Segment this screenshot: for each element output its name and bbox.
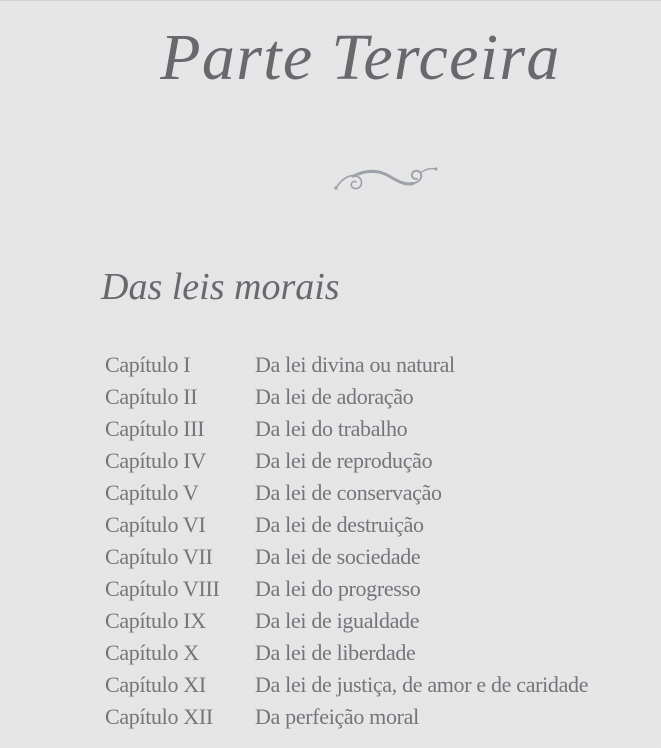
calligraphic-flourish-icon [333, 167, 439, 201]
chapter-title: Da lei divina ou natural [255, 352, 455, 377]
chapter-row [105, 701, 650, 733]
chapter-label: Capítulo X [105, 640, 199, 665]
chapter-title: Da lei do progresso [255, 576, 421, 601]
chapter-title: Da lei de adoração [255, 384, 414, 409]
chapter-title: Da lei de reprodução [255, 448, 433, 473]
chapter-row [105, 445, 650, 477]
chapter-label: Capítulo VI [105, 512, 206, 537]
chapter-row [105, 605, 650, 637]
chapter-label: Capítulo VIII [105, 576, 220, 601]
chapter-title: Da lei de liberdade [255, 640, 416, 665]
chapter-title: Da lei de sociedade [255, 544, 421, 569]
chapter-row [105, 669, 650, 701]
chapter-row [105, 573, 650, 605]
chapter-row [105, 477, 650, 509]
chapter-title: Da lei de destruição [255, 512, 424, 537]
chapter-label: Capítulo V [105, 480, 199, 505]
flourish-ornament [333, 167, 439, 203]
chapter-label: Capítulo IX [105, 608, 206, 633]
chapter-label: Capítulo II [105, 384, 198, 409]
chapter-row [105, 413, 650, 445]
chapter-row [105, 637, 650, 669]
chapter-label: Capítulo VII [105, 544, 213, 569]
chapter-label: Capítulo I [105, 352, 191, 377]
chapter-list [105, 349, 650, 733]
chapter-label: Capítulo XI [105, 672, 206, 697]
chapter-row [105, 349, 650, 381]
chapter-row [105, 541, 650, 573]
section-heading: Das leis morais [101, 266, 340, 308]
chapter-title: Da lei do trabalho [255, 416, 408, 441]
chapter-row [105, 381, 650, 413]
chapter-title: Da lei de igualdade [255, 608, 420, 633]
chapter-title: Da lei de conservação [255, 480, 442, 505]
chapter-title: Da perfeição moral [255, 704, 419, 729]
chapter-label: Capítulo XII [105, 704, 213, 729]
chapter-label: Capítulo III [105, 416, 205, 441]
chapter-row [105, 509, 650, 541]
page-title: Parte Terceira [160, 21, 561, 94]
chapter-label: Capítulo IV [105, 448, 206, 473]
chapter-title: Da lei de justiça, de amor e de caridade [255, 672, 589, 697]
